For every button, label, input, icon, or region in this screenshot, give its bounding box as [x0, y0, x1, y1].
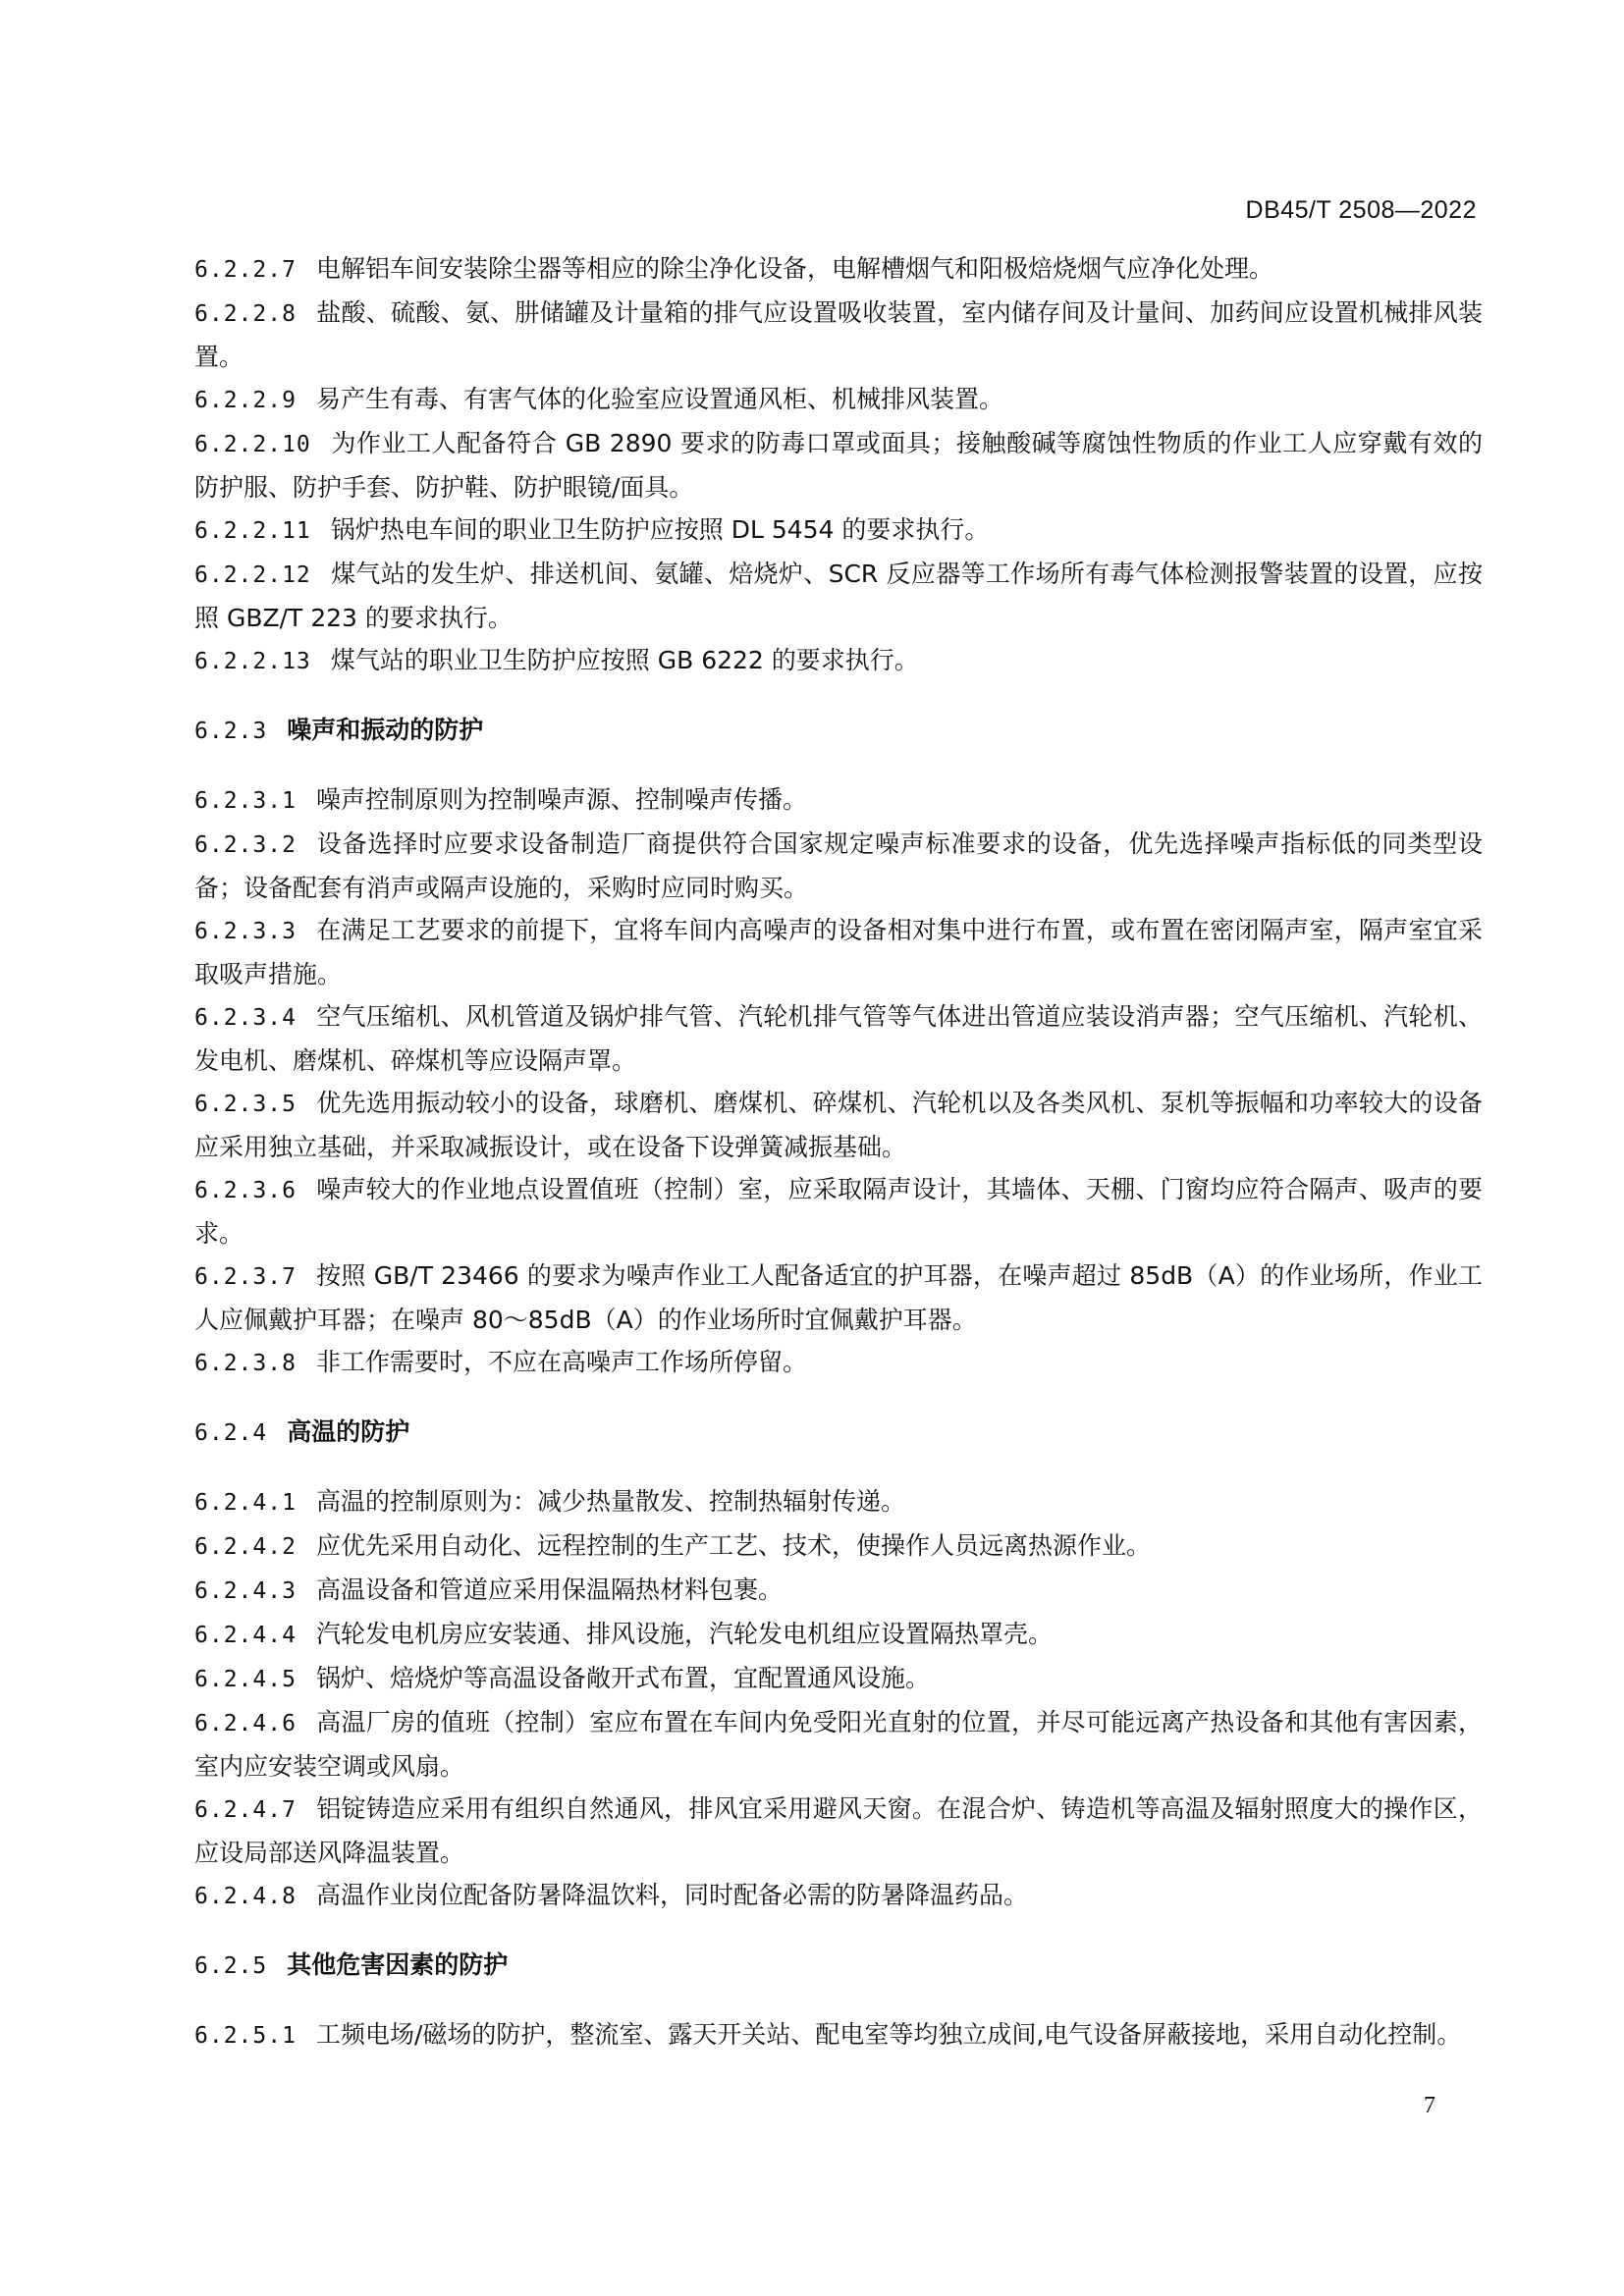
clause-number: 6.2.2.12 [194, 562, 311, 588]
clause-paragraph [194, 422, 1483, 508]
clause-text: 高温设备和管道应采用保温隔热材料包裹。 [315, 1575, 783, 1604]
clause-number: 6.2.4.1 [194, 1490, 297, 1516]
clause-text: 非工作需要时，不应在高噪声工作场所停留。 [315, 1348, 807, 1376]
document-code: DB45/T 2508—2022 [1245, 196, 1477, 224]
clause-number: 6.2.4.5 [194, 1667, 297, 1692]
clause-text: 锅炉、焙烧炉等高温设备敞开式布置，宜配置通风设施。 [315, 1664, 930, 1692]
heading-text: 噪声和振动的防护 [287, 716, 484, 744]
clause-number: 6.2.4.2 [194, 1534, 297, 1560]
clause-text: 高温的控制原则为：减少热量散发、控制热辐射传递。 [315, 1487, 905, 1516]
clause-number: 6.2.3.7 [194, 1264, 297, 1290]
clause-text: 易产生有毒、有害气体的化验室应设置通风柜、机械排风装置。 [315, 385, 1003, 413]
clause-paragraph [194, 1788, 1483, 1874]
clause-number: 6.2.3.3 [194, 919, 297, 944]
clause-text: 高温厂房的值班（控制）室应布置在车间内免受阳光直射的位置，并尽可能远离产热设备和其他有害因素，室内应安装空调或风扇。 [194, 1708, 1483, 1781]
clause-paragraph [194, 1082, 1483, 1168]
clause-paragraph [194, 553, 1483, 639]
clause-number: 6.2.3.8 [194, 1351, 297, 1376]
clause-paragraph [194, 378, 1483, 422]
clause-text: 优先选用振动较小的设备，球磨机、磨煤机、碎煤机、汽轮机以及各类风机、泵机等振幅和功率较大的设备应采用独立基础，并采取减振设计，或在设备下设弹簧减振基础。 [194, 1089, 1483, 1161]
clause-paragraph [194, 639, 1483, 683]
clause-number: 6.2.3.2 [194, 832, 297, 858]
section-heading [194, 709, 1483, 753]
clause-paragraph [194, 1613, 1483, 1657]
clause-number: 6.2.2.8 [194, 301, 297, 327]
clause-number: 6.2.4.8 [194, 1884, 297, 1909]
clause-paragraph [194, 1657, 1483, 1701]
clause-paragraph [194, 778, 1483, 823]
clause-text: 在满足工艺要求的前提下，宜将车间内高噪声的设备相对集中进行布置，或布置在密闭隔声室，隔声室宜采取吸声措施。 [194, 916, 1483, 988]
clause-number: 6.2.5 [194, 1953, 268, 1979]
clause-text: 煤气站的发生炉、排送机间、氨罐、焙烧炉、SCR 反应器等工作场所有毒气体检测报警装置的设置，应按照 GBZ/T 223 的要求执行。 [194, 560, 1483, 632]
clause-paragraph [194, 823, 1483, 909]
clause-text: 铝锭铸造应采用有组织自然通风，排风宜采用避风天窗。在混合炉、铸造机等高温及辐射照度大的操作区，应设局部送风降温装置。 [194, 1794, 1483, 1867]
clause-text: 按照 GB/T 23466 的要求为噪声作业工人配备适宜的护耳器，在噪声超过 85dB（A）的作业场所，作业工人应佩戴护耳器；在噪声 80～85dB（A）的作业场所时宜佩戴护耳器。 [194, 1261, 1483, 1334]
clause-paragraph [194, 1168, 1483, 1255]
clause-number: 6.2.4.3 [194, 1578, 297, 1604]
clause-number: 6.2.2.7 [194, 257, 297, 283]
clause-text: 为作业工人配备符合 GB 2890 要求的防毒口罩或面具；接触酸碱等腐蚀性物质的作业工人应穿戴有效的防护服、防护手套、防护鞋、防护眼镜/面具。 [194, 429, 1483, 502]
clause-paragraph [194, 995, 1483, 1082]
clause-text: 空气压缩机、风机管道及锅炉排气管、汽轮机排气管等气体进出管道应装设消声器；空气压缩机、汽轮机、发电机、磨煤机、碎煤机等应设隔声罩。 [194, 1002, 1483, 1075]
clause-paragraph [194, 1874, 1483, 1918]
clause-paragraph [194, 1524, 1483, 1569]
clause-number: 6.2.3.5 [194, 1092, 297, 1117]
clause-text: 煤气站的职业卫生防护应按照 GB 6222 的要求执行。 [330, 646, 919, 674]
clause-paragraph [194, 1255, 1483, 1341]
clause-text: 设备选择时应要求设备制造厂商提供符合国家规定噪声标准要求的设备，优先选择噪声指标低的同类型设备；设备配套有消声或隔声设施的，采购时应同时购买。 [194, 829, 1483, 902]
section-heading [194, 1944, 1483, 1988]
heading-text: 高温的防护 [287, 1417, 410, 1446]
clause-number: 6.2.4.6 [194, 1711, 297, 1736]
clause-number: 6.2.4.7 [194, 1797, 297, 1823]
clause-text: 汽轮发电机房应安装通、排风设施，汽轮发电机组应设置隔热罩壳。 [315, 1620, 1053, 1648]
clause-number: 6.2.2.9 [194, 388, 297, 413]
clause-number: 6.2.4 [194, 1420, 268, 1446]
clause-text: 噪声控制原则为控制噪声源、控制噪声传播。 [315, 785, 807, 814]
clause-text: 锅炉热电车间的职业卫生防护应按照 DL 5454 的要求执行。 [330, 515, 990, 544]
clause-number: 6.2.3.6 [194, 1178, 297, 1203]
clause-paragraph [194, 1701, 1483, 1788]
section-heading [194, 1411, 1483, 1455]
clause-paragraph [194, 2013, 1483, 2057]
clause-number: 6.2.2.10 [194, 432, 311, 457]
clause-number: 6.2.3.1 [194, 788, 297, 814]
clause-text: 电解铝车间安装除尘器等相应的除尘净化设备，电解槽烟气和阳极焙烧烟气应净化处理。 [315, 254, 1273, 283]
clause-text: 高温作业岗位配备防暑降温饮料，同时配备必需的防暑降温药品。 [315, 1881, 1028, 1909]
clause-number: 6.2.4.4 [194, 1623, 297, 1648]
clause-paragraph [194, 508, 1483, 553]
clause-paragraph [194, 909, 1483, 995]
clause-text: 噪声较大的作业地点设置值班（控制）室，应采取隔声设计，其墙体、天棚、门窗均应符合隔声、吸声的要求。 [194, 1175, 1483, 1248]
page-number: 7 [1424, 2093, 1435, 2118]
clause-paragraph [194, 1480, 1483, 1524]
clause-paragraph [194, 1569, 1483, 1613]
document-body [194, 247, 1483, 2057]
clause-number: 6.2.5.1 [194, 2023, 297, 2049]
clause-paragraph [194, 292, 1483, 378]
clause-text: 工频电场/磁场的防护，整流室、露天开关站、配电室等均独立成间,电气设备屏蔽接地，采用自动化控制。 [315, 2020, 1462, 2049]
clause-paragraph [194, 247, 1483, 292]
clause-text: 盐酸、硫酸、氨、肼储罐及计量箱的排气应设置吸收装置，室内储存间及计量间、加药间应设置机械排风装置。 [194, 298, 1483, 371]
clause-number: 6.2.2.11 [194, 518, 311, 544]
clause-number: 6.2.3 [194, 719, 268, 744]
heading-text: 其他危害因素的防护 [287, 1950, 509, 1979]
clause-number: 6.2.2.13 [194, 649, 311, 674]
clause-number: 6.2.3.4 [194, 1005, 297, 1031]
clause-text: 应优先采用自动化、远程控制的生产工艺、技术，使操作人员远离热源作业。 [315, 1531, 1151, 1560]
clause-paragraph [194, 1341, 1483, 1385]
